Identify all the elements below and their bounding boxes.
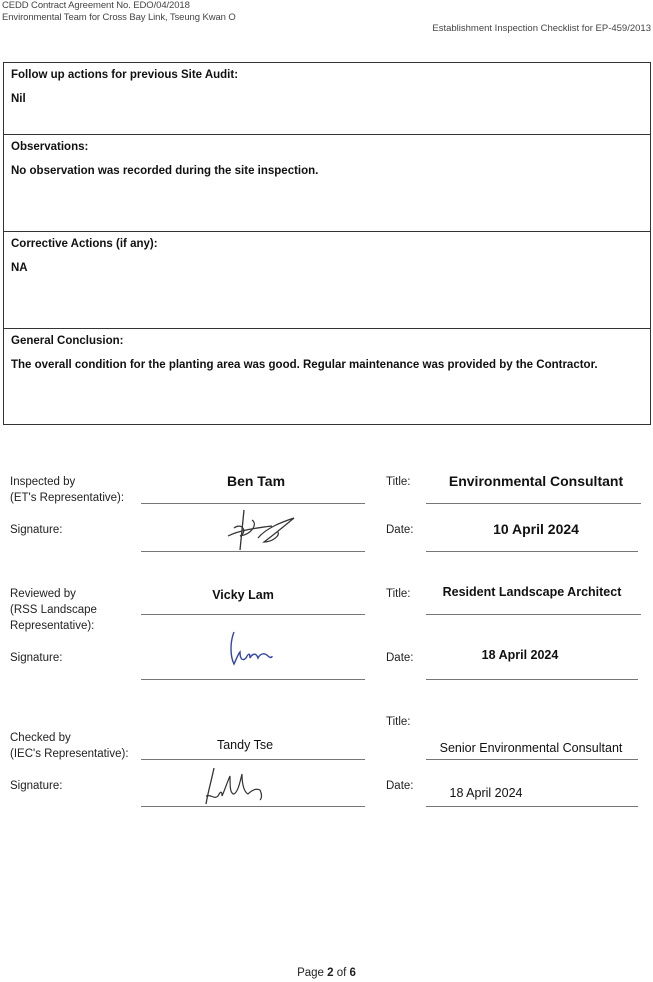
checklist-title: Establishment Inspection Checklist for EP-459/2013 bbox=[432, 23, 651, 34]
reviewer-name: Vicky Lam bbox=[212, 588, 274, 602]
inspector-title-line bbox=[426, 503, 641, 504]
label-line: (IEC's Representative): bbox=[10, 748, 129, 760]
document-header-left bbox=[2, 0, 236, 24]
checker-signature-label: Signature: bbox=[10, 780, 63, 792]
page-number: 2 bbox=[327, 967, 334, 979]
inspector-date-line bbox=[426, 551, 638, 552]
audit-sections-box bbox=[3, 62, 651, 425]
reviewed-by-label bbox=[10, 586, 97, 634]
inspector-date: 10 April 2024 bbox=[493, 521, 579, 537]
inspector-name-line bbox=[141, 503, 365, 504]
label-line: Representative): bbox=[10, 620, 95, 632]
inspector-name: Ben Tam bbox=[226, 473, 286, 489]
section-body: Nil bbox=[11, 93, 26, 105]
section-body: NA bbox=[11, 262, 28, 274]
label-line: Checked by bbox=[10, 732, 71, 744]
checker-signature bbox=[200, 766, 272, 806]
checker-name: Tandy Tse bbox=[216, 738, 274, 752]
inspector-signature bbox=[222, 506, 302, 554]
label-line: Reviewed by bbox=[10, 588, 76, 600]
reviewer-title: Resident Landscape Architect bbox=[442, 585, 622, 599]
inspected-by-label bbox=[10, 474, 124, 506]
section-follow-up bbox=[4, 63, 650, 135]
reviewer-signature bbox=[226, 628, 286, 672]
contract-number: CEDD Contract Agreement No. EDO/04/2018 bbox=[2, 0, 190, 11]
checked-by-label bbox=[10, 730, 129, 762]
section-title: Follow up actions for previous Site Audit: bbox=[11, 69, 239, 81]
checker-signature-line bbox=[141, 806, 365, 807]
section-title: Observations: bbox=[11, 141, 89, 153]
checker-date-label: Date: bbox=[386, 780, 414, 792]
checker-title: Senior Environmental Consultant bbox=[439, 741, 623, 755]
reviewer-signature-label: Signature: bbox=[10, 652, 63, 664]
label-line: Inspected by bbox=[10, 476, 76, 488]
section-body: The overall condition for the planting area was good. Regular maintenance was provided by the Contractor. bbox=[11, 359, 598, 371]
reviewer-title-line bbox=[426, 614, 641, 615]
inspector-signature-line bbox=[141, 551, 365, 552]
reviewer-title-label: Title: bbox=[386, 588, 411, 600]
section-body: No observation was recorded during the site inspection. bbox=[11, 165, 319, 177]
checker-name-line bbox=[141, 759, 365, 760]
of-word: of bbox=[336, 967, 347, 979]
section-title: Corrective Actions (if any): bbox=[11, 238, 158, 250]
section-general-conclusion bbox=[4, 329, 650, 424]
inspector-date-label: Date: bbox=[386, 524, 414, 536]
inspector-signature-label: Signature: bbox=[10, 524, 63, 536]
reviewer-name-line bbox=[141, 614, 365, 615]
checked-by-title-label: Title: bbox=[386, 716, 411, 728]
inspector-title-label: Title: bbox=[386, 476, 411, 488]
reviewer-date-line bbox=[426, 679, 638, 680]
section-title: General Conclusion: bbox=[11, 335, 124, 347]
checker-date: 18 April 2024 bbox=[449, 786, 523, 800]
checker-title-line bbox=[426, 759, 638, 760]
section-corrective-actions bbox=[4, 232, 650, 329]
page-footer bbox=[0, 967, 653, 979]
team-name: Environmental Team for Cross Bay Link, Tseung Kwan O bbox=[2, 12, 236, 23]
reviewer-date: 18 April 2024 bbox=[481, 648, 559, 662]
section-observations bbox=[4, 135, 650, 232]
inspector-title: Environmental Consultant bbox=[448, 473, 624, 489]
label-line: (RSS Landscape bbox=[10, 604, 97, 616]
reviewer-signature-line bbox=[141, 679, 365, 680]
checker-date-line bbox=[426, 806, 638, 807]
page-word: Page bbox=[297, 967, 324, 979]
reviewer-date-label: Date: bbox=[386, 652, 414, 664]
label-line: (ET's Representative): bbox=[10, 492, 125, 504]
page-total: 6 bbox=[349, 967, 356, 979]
